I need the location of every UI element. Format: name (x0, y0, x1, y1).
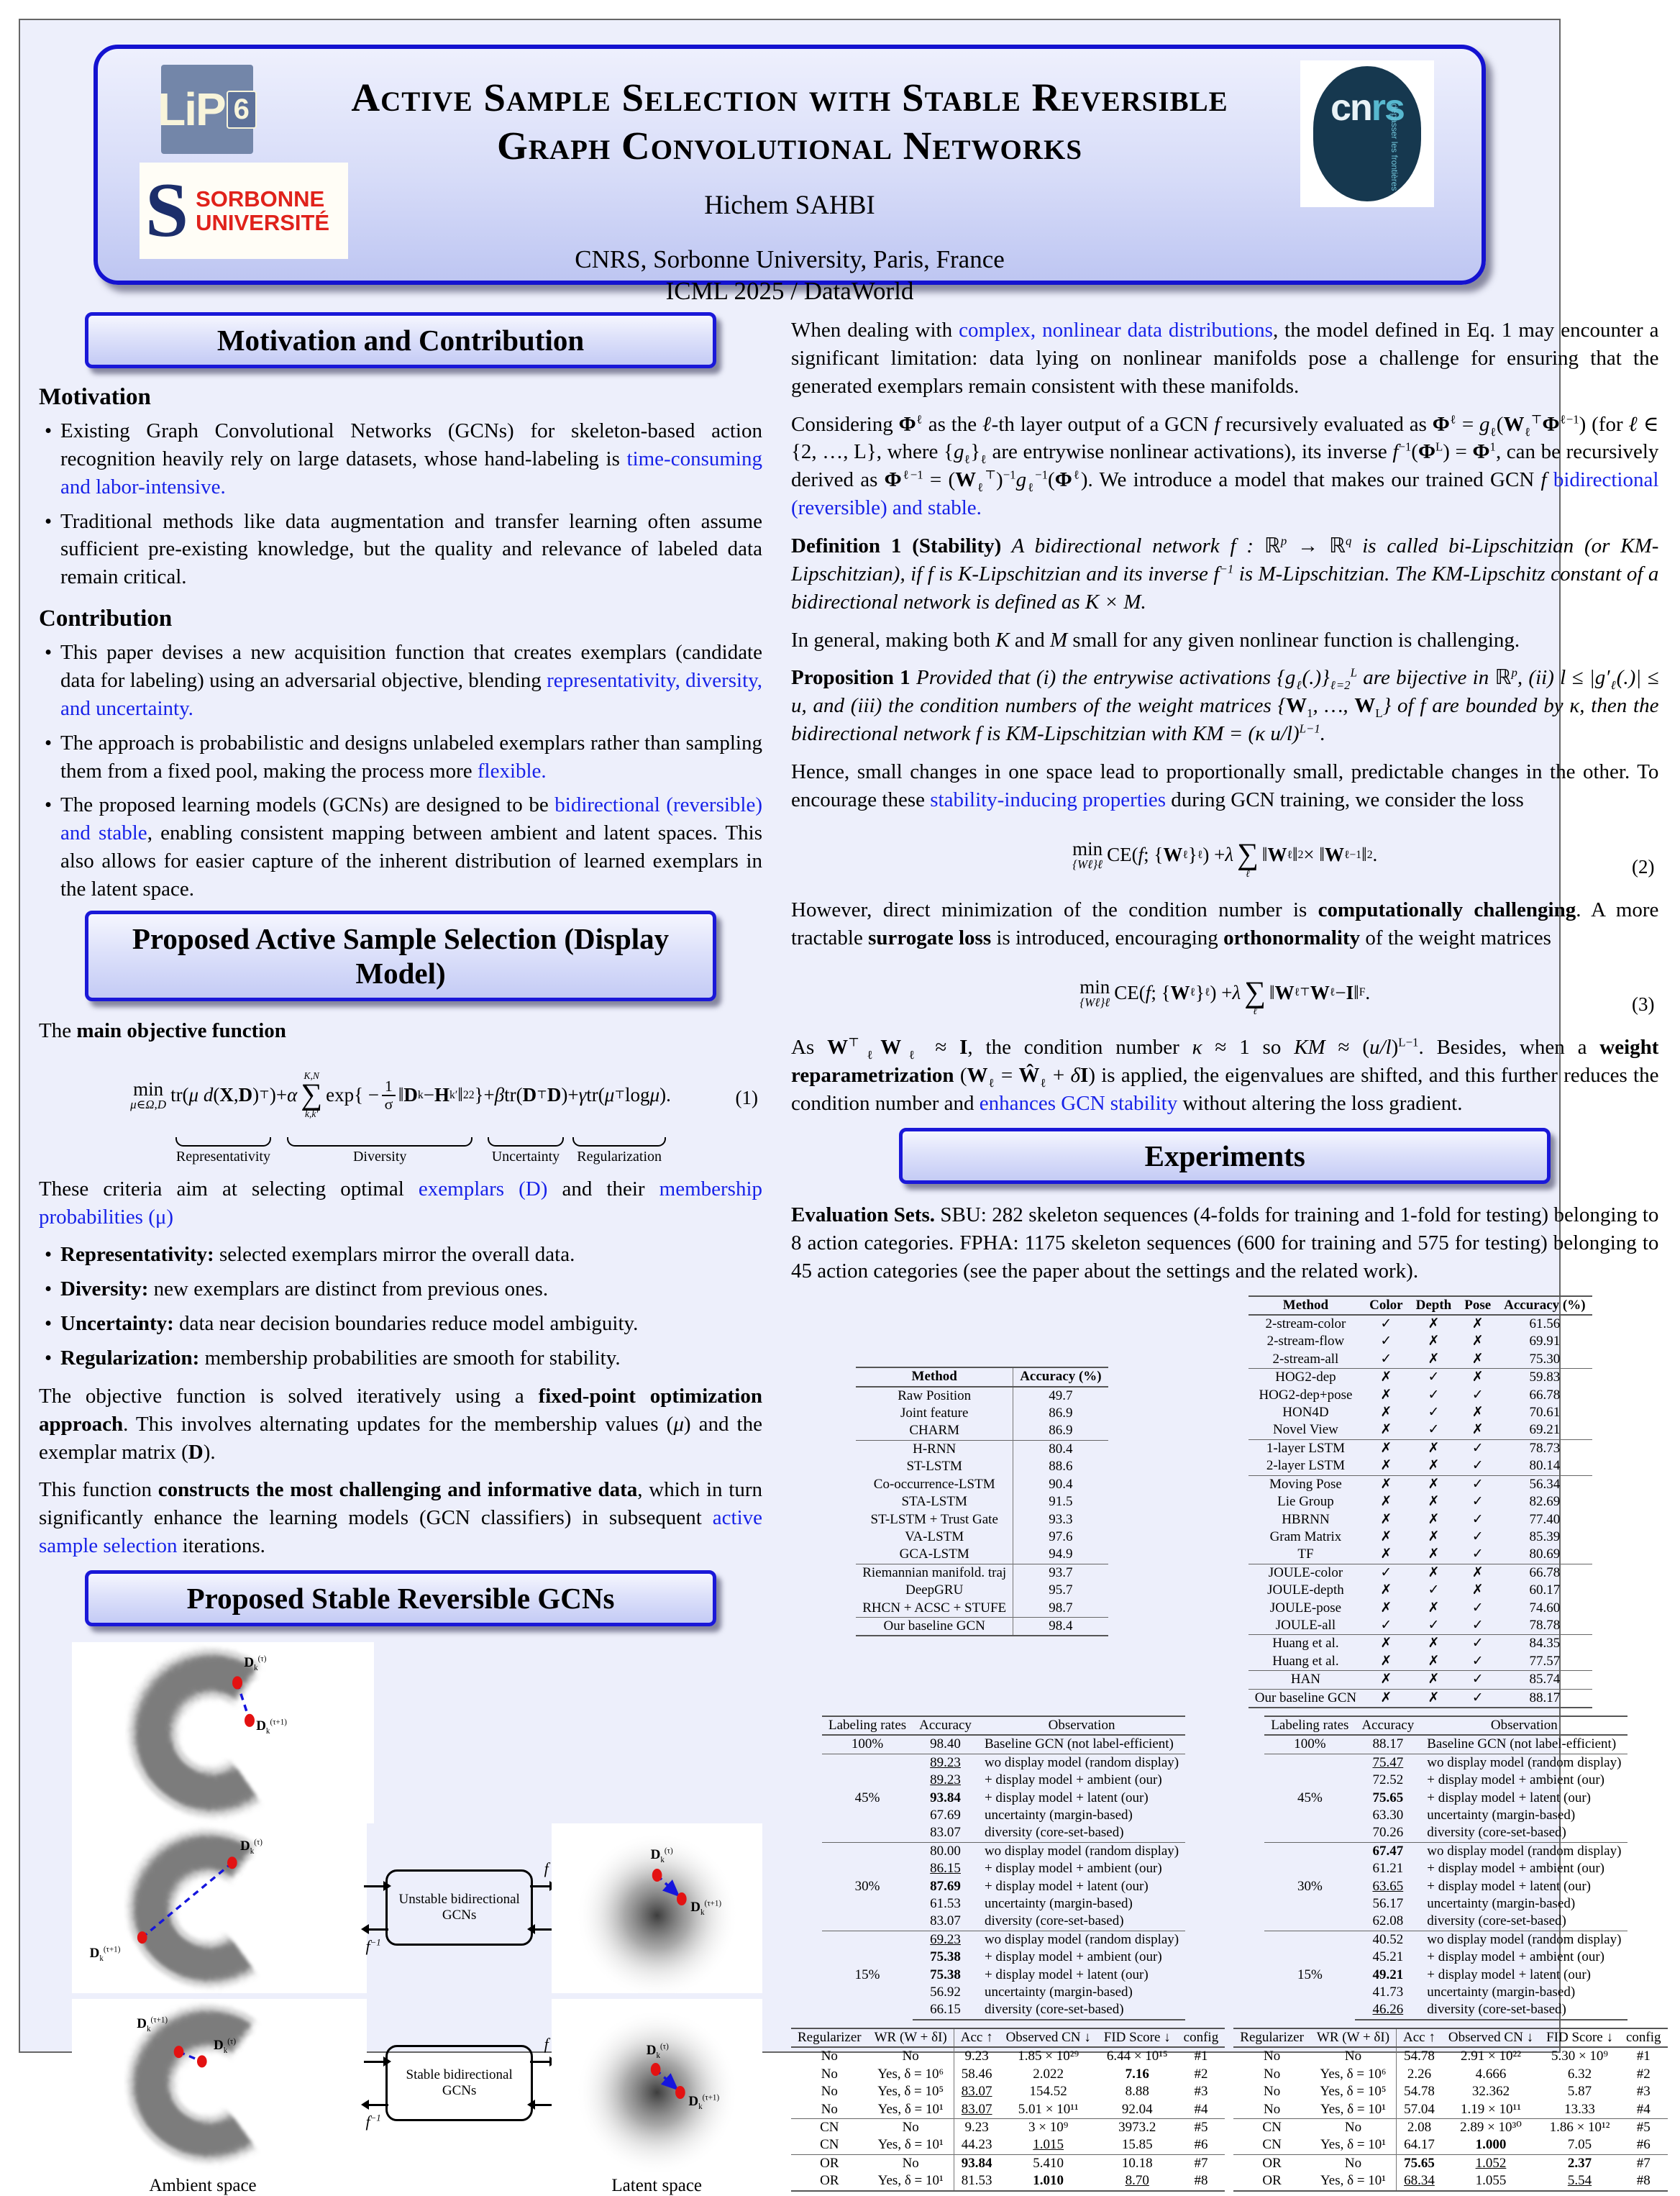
criteria-intro: These criteria aim at selecting optimal exemplars (D) and their membership probabilities (μ) (39, 1177, 763, 1229)
ambient-space-plot (72, 1642, 374, 1823)
left-column (20, 306, 772, 2196)
nonlinear-limitation-paragraph: When dealing with complex, nonlinear data distributions, the model defined in Eq. 1 may encounter a significant limitation: data lying on nonlinear manifolds pose a challenge for ensuring that the generated exemplars remain consistent with these manifolds. (791, 319, 1659, 398)
exemplar-label-tau: $D_k^{(\tau)}$ (244, 1654, 267, 1672)
exemplar-label-tau: $D_k^{(\tau)}$ (646, 2043, 669, 2061)
sorbonne-s-glyph: S (145, 168, 189, 253)
equation-3: min {Wℓ}ℓ CE( f ; { W ℓ } ℓ ) + λ ∑ ℓ ‖ W ℓ ⊤ W ℓ − I ‖ F . (3) (1079, 975, 1655, 1017)
stable-gcn-flow (365, 1999, 549, 2169)
exemplar-label-tau: $D_k^{(\tau)}$ (214, 2038, 237, 2056)
contribution-bullet: • The proposed learning models (GCNs) are designed to be bidirectional (reversible) and stable, enabling consistent mapping between ambient and latent spaces. This also allows for easier capture of the inherent distribution of learned exemplars in the latent space. (39, 791, 762, 903)
motivation-bullets (39, 417, 762, 591)
forward-arrow (530, 2061, 554, 2063)
header (93, 45, 1486, 306)
sorbonne-line2: UNIVERSITÉ (196, 210, 330, 235)
latent-space-plot-stable (552, 1999, 762, 2169)
unstable-gcn-box: Unstable bidirectional GCNs (385, 1869, 532, 1946)
input-arrow (364, 2061, 388, 2063)
ambient-space-caption: Ambient space (149, 2176, 257, 2196)
fpha-methods-table: Method Color Depth Pose Accuracy (%) 2-stream-color ✓ ✗ ✗ 61.56 2-stream-flow ✓ ✗ ✗ 69.91 2-stream-all ✓ ✗ ✗ 75.30 HOG2-dep ✗ ✓ ✗ 59.83 HOG2-dep+pose ✗ ✓ ✓ 66.78 HON4D ✗ ✓ ✗ 70.61 Novel View ✗ ✓ ✗ 69.21 1-layer LSTM ✗ ✗ ✓ 78.73 2-layer LSTM ✗ ✗ ✓ 80.14 Moving Pose ✗ ✗ ✓ 56.34 Lie Group ✗ ✗ ✓ 82.69 HBRNN ✗ ✗ ✓ 77.40 Gram Matrix ✗ ✗ ✓ 85.39 TF ✗ ✗ ✓ 80.69 JOULE-color ✓ ✗ ✗ 66.78 JOULE-depth ✗ ✓ ✗ 60.17 JOULE-pose ✗ ✗ ✓ 74.60 JOULE-all ✓ ✓ ✓ 78.78 Huang et al. ✗ ✗ ✓ 84.35 Huang et al. ✗ ✗ ✓ 77.57 HAN ✗ ✗ ✓ 85.74 Our baseline GCN ✗ ✗ ✓ 88.17 (1182, 1295, 1659, 1708)
backward-in-arrow (530, 1928, 554, 1931)
sbu-methods-table: Method Accuracy (%) Raw Position 49.7 Joint feature 86.9 CHARM 86.9 H-RNN 80.4 ST-LSTM 88.6 Co-occurrence-LSTM 90.4 STA-LSTM 91.5 ST-LSTM + Trust Gate 93.3 VA-LSTM 97.6 GCA-LSTM 94.9 Riemannian manifold. traj 93.7 DeepGRU 95.7 RHCN + ACSC + STUFE 98.7 Our baseline GCN 98.4 (791, 1367, 1173, 1636)
evaluation-sets-paragraph: Evaluation Sets. SBU: 282 skeleton sequences (4-folds for training and 1-fold for testing) belonging to 8 action categories. FPHA: 1175 skeleton sequences (600 for training and 575 for testing) belonging to 45 action categories (see the paper about the settings and the related work). (791, 1203, 1659, 1282)
forward-arrow (530, 1885, 554, 1887)
exemplar-label-tau1: $D_k^{(\tau+1)}$ (688, 2093, 720, 2112)
section-motivation-contribution: Motivation and Contribution (85, 312, 716, 368)
venue: ICML 2025 / DataWorld (665, 277, 914, 306)
equation-1: min μ∈Ω,D tr( μ d ( X , D ) ⊤ ) Representativity + α K,N ∑ k,k′ exp{ − $\frac{1}{\sigma}$ ‖ D k − H k′ ‖ 2 2 } Diversity + β tr( D ⊤ D ) Uncertainty + γ tr( μ ⊤ log μ ). Regularization (1) (130, 1070, 758, 1165)
cnrs-logo-text: cnrs (1330, 87, 1404, 129)
latent-space-caption: Latent space (611, 2176, 703, 2196)
content-columns (20, 306, 1661, 2196)
f-inverse-label: $f^{-1}$ (365, 1937, 381, 1956)
methods-tables-row (791, 1295, 1658, 1708)
objective-intro: The main objective function (39, 1019, 286, 1042)
reparametrization-paragraph: As $W^⊤_\ell W_\ell \approx I$, the condition number κ ≈ 1 so KM ≈ $(u/l)^{L-1}$. Besides, when a weight reparametrization ($W_\ell$ = $Ŵ_\ell + \delta I$) is applied, the eigenvalues are shifted, and this further reduces the condition number and enhances GCN stability without altering the loss gradient. (791, 1035, 1659, 1116)
unstable-gcn-flow (365, 1823, 549, 1993)
c-cloud-plot (72, 1823, 367, 1993)
exemplar-label-tau1: $D_k^{(\tau+1)}$ (256, 1718, 287, 1736)
title-line1: Active Sample Selection with Stable Reversible (351, 76, 1228, 119)
section-stable-reversible-gcns: Proposed Stable Reversible GCNs (85, 1570, 716, 1626)
motivation-heading: Motivation (39, 384, 151, 410)
criteria-bullets (39, 1241, 762, 1372)
proposition-1: Proposition 1 Provided that (i) the entrywise activations $\{g_\ell(.)\}_{\ell=2}^L$ are bijective in ℝ$^p$, (ii) $l \le |g'_\ell(.)| \le u$, and (iii) the condition numbers of the weight matrices {$W_1$, …, $W_L$} of f are bounded by κ, then the bidirectional network f is KM-Lipschitzian with KM = (κ u/l)$^{L-1}$. (791, 665, 1659, 746)
stable-reversible-figure (39, 1642, 762, 2196)
section-experiments: Experiments (899, 1128, 1551, 1184)
lip6-logo-text: LiP (158, 83, 225, 135)
backward-in-arrow (530, 2104, 554, 2106)
cnrs-logo (1300, 60, 1434, 207)
c-cloud-plot (72, 1642, 374, 1823)
exemplar-label-tau: $D_k^{(\tau)}$ (239, 1838, 262, 1856)
poster-frame (19, 19, 1661, 2196)
labeling-tables-row (791, 1716, 1658, 2020)
inverse-arrow (364, 2104, 388, 2106)
gcn-inverse-paragraph: Considering $\Phi^\ell$ as the ℓ-th layer output of a GCN f recursively evaluated as $\Phi^\ell = g_\ell(W_\ell^⊤\Phi^{\ell-1})$ (for ℓ ∈ {2, …, L}, where $\{g_\ell\}_\ell$ are entrywise nonlinear activations), its inverse $f^{-1}(\Phi^L) = \Phi^1$, can be recursively derived as $\Phi^{\ell-1} = (W_\ell^⊤)^{-1}g_\ell^{-1}(\Phi^\ell)$. We introduce a model that makes our trained GCN f bidirectional (reversible) and stable. (791, 411, 1659, 520)
surrogate-loss-paragraph: However, direct minimization of the condition number is computationally challenging. A more tractable surrogate loss is introduced, encouraging orthonormality of the weight matrices (791, 898, 1659, 949)
figure-row-2 (39, 1823, 762, 1993)
stable-gcn-box: Stable bidirectional GCNs (385, 2045, 532, 2121)
criteria-bullet: • Representativity: selected exemplars mirror the overall data. (39, 1241, 762, 1269)
criteria-bullet: • Uncertainty: data near decision boundaries reduce model ambiguity. (39, 1310, 762, 1338)
c-cloud-plot (72, 1999, 367, 2169)
exemplar-label-tau: $D_k^{(\tau)}$ (650, 1846, 673, 1864)
poster-title (329, 73, 1250, 170)
criteria-bullet: • Diversity: new exemplars are distinct from previous ones. (39, 1275, 762, 1303)
latent-space-plot-unstable (552, 1823, 762, 1993)
contribution-bullets (39, 639, 762, 903)
f-label: f (544, 2035, 549, 2054)
figure-row-1 (39, 1642, 762, 1823)
f-inverse-label: $f^{-1}$ (365, 2113, 381, 2131)
exemplar-label-tau1: $D_k^{(\tau+1)}$ (690, 1899, 722, 1918)
ambient-space-plot-stable (72, 1999, 367, 2169)
affiliation: CNRS, Sorbonne University, Paris, France (575, 245, 1005, 274)
sbu-labeling-table: Labeling rates Accuracy Observation 100% 98.40 Baseline GCN (not label-efficient) 45% 89.23 wo display model (random display) 89.23 + display model + ambient (our) 93.84 + display model + latent (our) 67.69 uncertainty (margin-based) 83.07 diversity (core-set-based) 30% 80.00 wo display model (random display) 86.15 + display model + ambient (our) 87.69 + display model + latent (our) 61.53 uncertainty (margin-based) 83.07 diversity (core-set-based) 15% 69.23 wo display model (random display) 75.38 + display model + ambient (our) 75.38 + display model + latent (our) 56.92 uncertainty (margin-based) 66.15 diversity (core-set-based) (791, 1716, 1216, 2020)
construct-paragraph: This function constructs the most challenging and informative data, which in turn significantly enhance the learning models (GCN classifiers) in subsequent active sample selection iterations. (39, 1478, 762, 1558)
sorbonne-line1: SORBONNE (196, 186, 325, 211)
equation-2: min {Wℓ}ℓ CE( f ; { W ℓ } ℓ ) + λ ∑ ℓ ‖ W ℓ ‖ 2 × ‖ W ℓ −1 ‖ 2 . (2) (1072, 837, 1655, 879)
input-arrow (364, 1885, 388, 1887)
hence-paragraph: Hence, small changes in one space lead to proportionally small, predictable changes in the other. To encourage these stability-inducing properties during GCN training, we consider the loss (791, 760, 1659, 811)
fpha-regularizer-table: Regularizer WR (W + δI) Acc ↑ Observed CN ↓ FID Score ↓ config No No 54.78 2.91 × 10²² 5.30 × 10⁹ #1 No Yes, δ = 10⁶ 2.26 4.666 6.32 #2 No Yes, δ = 10⁵ 54.78 32.362 5.87 #3 No Yes, δ = 10¹ 57.04 1.19 × 10¹¹ 13.33 #4 CN No 2.08 2.89 × 10³⁰ 1.86 × 10¹² #5 CN Yes, δ = 10¹ 64.17 1.000 7.05 #6 OR No 75.65 1.052 2.37 #7 OR Yes, δ = 10¹ 68.34 1.055 5.54 #8 (1233, 2028, 1658, 2192)
right-column (772, 306, 1680, 2189)
regularizer-tables-row (791, 2028, 1661, 2192)
cnrs-tagline: dépasser les frontières (1389, 104, 1400, 191)
contribution-bullet: • The approach is probabilistic and designs unlabeled exemplars rather than sampling them from a fixed pool, making the process more flexible. (39, 729, 762, 785)
ambient-space-plot-unstable (72, 1823, 367, 1993)
fpha-labeling-table: Labeling rates Accuracy Observation 100% 88.17 Baseline GCN (not label-efficient) 45% 75.47 wo display model (random display) 72.52 + display model + ambient (our) 75.65 + display model + latent (our) 63.30 uncertainty (margin-based) 70.26 diversity (core-set-based) 30% 67.47 wo display model (random display) 61.21 + display model + ambient (our) 63.65 + display model + latent (our) 56.17 uncertainty (margin-based) 62.08 diversity (core-set-based) 15% 40.52 wo display model (random display) 45.21 + display model + ambient (our) 49.21 + display model + latent (our) 41.73 uncertainty (margin-based) 46.26 diversity (core-set-based) (1233, 1716, 1658, 2020)
figure-row-3 (39, 1999, 762, 2169)
title-line2: Graph Convolutional Networks (496, 124, 1083, 168)
definition-1: Definition 1 (Stability) A bidirectional network f : ℝ$^p$ → ℝ$^q$ is called bi-Lipschitzian (or KM-Lipschitzian), if f is K-Lipschitzian and its inverse $f^{-1}$ is M-Lipschitzian. The KM-Lipschitz constant of a bidirectional network is defined as K × M. (791, 534, 1659, 614)
lip6-logo (158, 65, 253, 154)
exemplar-label-tau1: $D_k^{(\tau+1)}$ (137, 2015, 168, 2033)
motivation-bullet: • Existing Graph Convolutional Networks (GCNs) for skeleton-based action recognition heavily rely on large datasets, whose hand-labeling is time-consuming and labor-intensive. (39, 417, 762, 501)
f-label: f (544, 1859, 549, 1878)
fixed-point-paragraph: The objective function is solved iteratively using a fixed-point optimization approach. This involves alternating updates for the membership values (μ) and the exemplar matrix (D). (39, 1384, 762, 1464)
lip6-logo-six: 6 (227, 91, 257, 129)
sorbonne-logo-text (196, 187, 329, 235)
author: Hichem SAHBI (704, 191, 875, 221)
inverse-arrow (364, 1928, 388, 1931)
contribution-bullet: • This paper devises a new acquisition function that creates exemplars (candidate data for labeling) using an adversarial objective, blending representativity, diversity, and uncertainty. (39, 639, 762, 723)
exemplar-label-tau1: $D_k^{(\tau+1)}$ (89, 1945, 121, 1963)
header-text-block (329, 49, 1250, 306)
cnrs-ball (1313, 66, 1421, 201)
section-display-model: Proposed Active Sample Selection (Display Model) (85, 911, 716, 1001)
sbu-regularizer-table: Regularizer WR (W + δI) Acc ↑ Observed CN ↓ FID Score ↓ config No No 9.23 1.85 × 10²⁹ 6.44 × 10¹⁵ #1 No Yes, δ = 10⁶ 58.46 2.022 7.16 #2 No Yes, δ = 10⁵ 83.07 154.52 8.88 #3 No Yes, δ = 10¹ 83.07 5.01 × 10¹¹ 92.04 #4 CN No 9.23 3 × 10⁹ 3973.2 #5 CN Yes, δ = 10¹ 44.23 1.015 15.85 #6 OR No 93.84 5.410 10.18 #7 OR Yes, δ = 10¹ 81.53 1.010 8.70 #8 (791, 2028, 1216, 2192)
figure-captions (39, 2176, 762, 2196)
gaussian-blob-plot (552, 1999, 762, 2169)
contribution-heading: Contribution (39, 606, 173, 632)
criteria-bullet: • Regularization: membership probabilities are smooth for stability. (39, 1344, 762, 1372)
motivation-bullet: • Traditional methods like data augmentation and transfer learning often assume sufficient pre-existing knowledge, but the quality and relevance of labeled data remain critical. (39, 508, 762, 592)
in-general-paragraph: In general, making both K and M small for any given nonlinear function is challenging. (791, 628, 1520, 652)
sorbonne-logo (140, 163, 348, 259)
